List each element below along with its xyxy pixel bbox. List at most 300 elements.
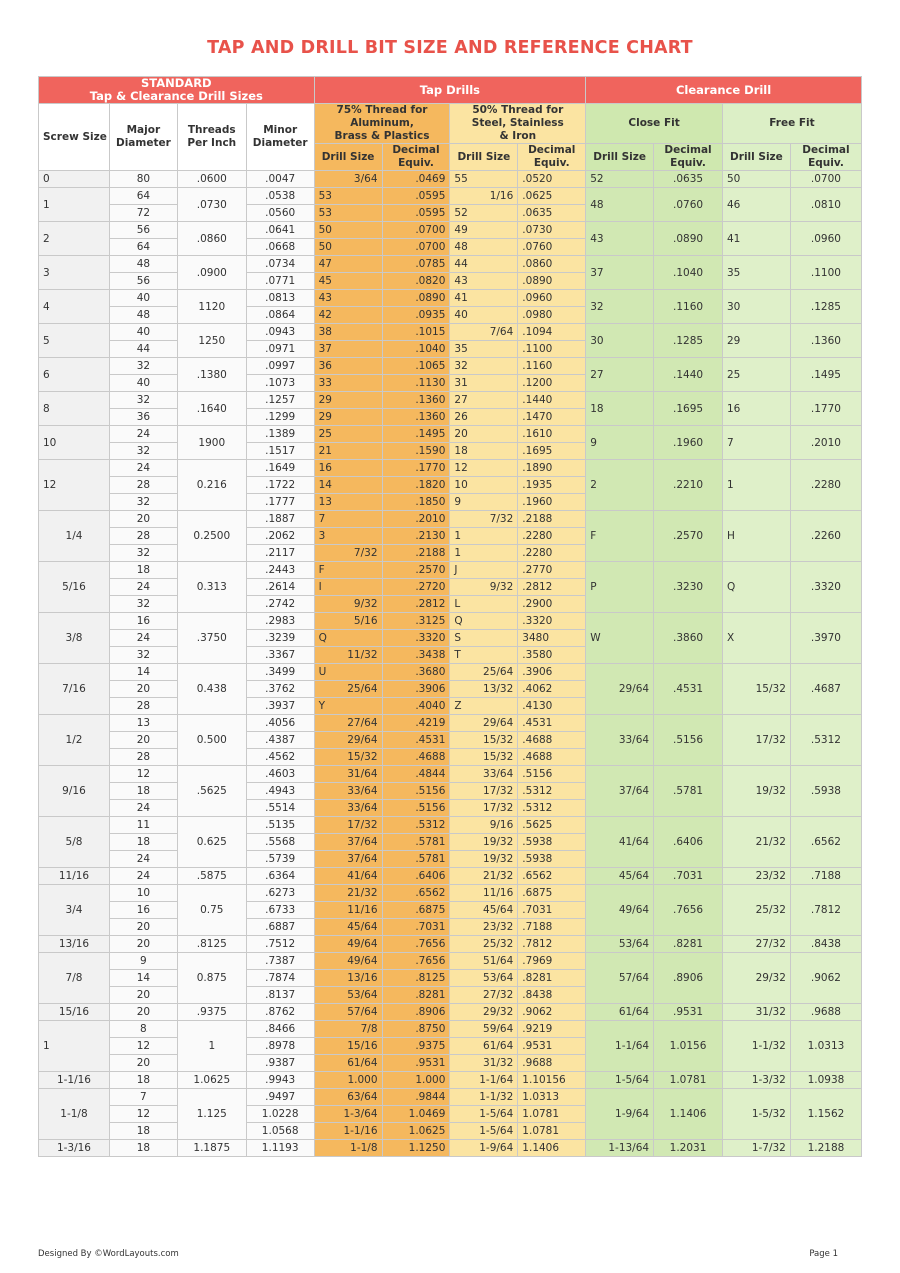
free-fit-decimal-cell: .1770 [790, 392, 861, 426]
threads-per-inch-cell: 0.500 [177, 715, 246, 766]
close-fit-drill-size-cell: 57/64 [586, 953, 654, 1004]
major-diameter-cell: 18 [109, 1123, 177, 1140]
tap75-drill-size-cell: 5/16 [314, 613, 382, 630]
close-fit-drill-size-cell: 1-1/64 [586, 1021, 654, 1072]
table-row [39, 1140, 862, 1157]
close-fit-decimal-cell: .5156 [654, 715, 723, 766]
free-fit-drill-size-cell: 17/32 [722, 715, 790, 766]
minor-diameter-cell: .3762 [246, 681, 314, 698]
tap50-decimal-cell: .2900 [518, 596, 586, 613]
tap75-decimal-cell: .1065 [382, 358, 450, 375]
tap75-drill-size-cell: 53 [314, 205, 382, 222]
tap50-decimal-cell: 3480 [518, 630, 586, 647]
tap50-decimal-cell: .7031 [518, 902, 586, 919]
tap50-drill-size-cell: 43 [450, 273, 518, 290]
tap50-drill-size-cell: 13/32 [450, 681, 518, 698]
tap50-decimal-cell: .4062 [518, 681, 586, 698]
threads-per-inch-cell: 1250 [177, 324, 246, 358]
tap50-decimal-cell: .7188 [518, 919, 586, 936]
free-fit-drill-size-cell: 29/32 [722, 953, 790, 1004]
close-fit-decimal-cell: .4531 [654, 664, 723, 715]
tap50-drill-size-cell: 25/32 [450, 936, 518, 953]
close-fit-decimal-cell: 1.0156 [654, 1021, 723, 1072]
tap50-decimal-cell: .2280 [518, 545, 586, 562]
minor-diameter-cell: .0997 [246, 358, 314, 375]
tap75-drill-size-cell: 29 [314, 392, 382, 409]
table-row [39, 511, 862, 528]
major-diameter-cell: 28 [109, 528, 177, 545]
tap75-decimal-cell: .3906 [382, 681, 450, 698]
table-row [39, 817, 862, 834]
table-row [39, 358, 862, 375]
free-fit-drill-size-cell: 1-5/32 [722, 1089, 790, 1140]
tap75-decimal-cell: .5781 [382, 851, 450, 868]
tap75-decimal-cell: .3680 [382, 664, 450, 681]
free-fit-drill-size-cell: H [722, 511, 790, 562]
threads-per-inch-cell: 0.875 [177, 953, 246, 1004]
tap75-decimal-cell: .5312 [382, 817, 450, 834]
free-fit-drill-size-cell: 35 [722, 256, 790, 290]
minor-diameter-cell: .1389 [246, 426, 314, 443]
major-diameter-cell: 20 [109, 919, 177, 936]
screw-size-cell: 8 [39, 392, 110, 426]
minor-diameter-cell: .4562 [246, 749, 314, 766]
major-diameter-header: Major Diameter [109, 104, 177, 171]
table-row [39, 222, 862, 239]
free-fit-drill-size-cell: 7 [722, 426, 790, 460]
screw-size-cell: 1-1/8 [39, 1089, 110, 1140]
free-fit-drill-size-cell: 31/32 [722, 1004, 790, 1021]
tap75-drill-size-cell: 25 [314, 426, 382, 443]
free-fit-drill-size-cell: 19/32 [722, 766, 790, 817]
tap75-decimal-cell: .9844 [382, 1089, 450, 1106]
tap75-decimal-cell: .7031 [382, 919, 450, 936]
minor-diameter-cell: .1517 [246, 443, 314, 460]
minor-diameter-cell: .5514 [246, 800, 314, 817]
tap50-drill-size-cell: 19/32 [450, 834, 518, 851]
tap50-decimal-cell: .4688 [518, 749, 586, 766]
minor-diameter-cell: .1257 [246, 392, 314, 409]
major-diameter-cell: 24 [109, 579, 177, 596]
tap75-decimal-cell: 1.000 [382, 1072, 450, 1089]
tap50-drill-size-cell: 35 [450, 341, 518, 358]
table-row [39, 426, 862, 443]
screw-size-cell: 5/16 [39, 562, 110, 613]
threads-per-inch-cell: 0.313 [177, 562, 246, 613]
tap75-drill-size-cell: 49/64 [314, 936, 382, 953]
tap50-drill-size-cell: 45/64 [450, 902, 518, 919]
major-diameter-cell: 32 [109, 358, 177, 375]
tap75-decimal-cell: .1130 [382, 375, 450, 392]
tap75-drill-size-cell: 50 [314, 239, 382, 256]
tap50-drill-size-cell: 1-5/64 [450, 1123, 518, 1140]
tap75-decimal-cell: .0700 [382, 239, 450, 256]
tap50-drill-size-cell: 9 [450, 494, 518, 511]
tap50-drill-size-cell: 1-5/64 [450, 1106, 518, 1123]
tap75-drill-size-cell: 25/64 [314, 681, 382, 698]
major-diameter-cell: 10 [109, 885, 177, 902]
free-fit-decimal-cell: .4687 [790, 664, 861, 715]
free-fit-decimal-cell: .6562 [790, 817, 861, 868]
major-diameter-cell: 32 [109, 494, 177, 511]
close-fit-decimal-cell: .1160 [654, 290, 723, 324]
threads-per-inch-cell: .0600 [177, 171, 246, 188]
close-fit-decimal-cell: .6406 [654, 817, 723, 868]
screw-size-cell: 5/8 [39, 817, 110, 868]
major-diameter-cell: 28 [109, 477, 177, 494]
tap50-decimal-cell: .0760 [518, 239, 586, 256]
tap50-drill-size-cell: 9/16 [450, 817, 518, 834]
tap75-decimal-cell: 1.0625 [382, 1123, 450, 1140]
minor-diameter-cell: .8978 [246, 1038, 314, 1055]
close-fit-drill-size-cell: 37 [586, 256, 654, 290]
close-fit-decimal-cell: 1.2031 [654, 1140, 723, 1157]
tap75-drill-size-cell: 45 [314, 273, 382, 290]
free-fit-header: Free Fit [722, 104, 861, 144]
tap50-decimal-cell: .5938 [518, 851, 586, 868]
tap75-drill-size-cell: 1-1/8 [314, 1140, 382, 1157]
clearance-drill-header: Clearance Drill [586, 77, 862, 104]
tap50-drill-size-cell: 44 [450, 256, 518, 273]
minor-diameter-cell: .2117 [246, 545, 314, 562]
tap50-decimal-cell: .9062 [518, 1004, 586, 1021]
free-fit-drill-size-cell: 46 [722, 188, 790, 222]
tap75-drill-size-cell: 61/64 [314, 1055, 382, 1072]
major-diameter-cell: 20 [109, 987, 177, 1004]
close-fit-drill-size-cell: P [586, 562, 654, 613]
tap50-decimal-cell: .1890 [518, 460, 586, 477]
threads-per-inch-cell: 0.625 [177, 817, 246, 868]
minor-diameter-cell: .4943 [246, 783, 314, 800]
tap50-drill-size-cell: 59/64 [450, 1021, 518, 1038]
tap50-decimal-cell: .5938 [518, 834, 586, 851]
threads-per-inch-cell: .1380 [177, 358, 246, 392]
free-fit-decimal-cell: .0810 [790, 188, 861, 222]
tap50-decimal-cell: .0520 [518, 171, 586, 188]
major-diameter-cell: 36 [109, 409, 177, 426]
tap50-drill-size-cell: 1-1/64 [450, 1072, 518, 1089]
table-row [39, 885, 862, 902]
screw-size-cell: 1-3/16 [39, 1140, 110, 1157]
free-fit-decimal-cell: .1100 [790, 256, 861, 290]
tap50-drill-size-cell: 12 [450, 460, 518, 477]
table-row [39, 460, 862, 477]
screw-size-cell: 1/2 [39, 715, 110, 766]
major-diameter-cell: 12 [109, 766, 177, 783]
tap75-decimal-cell: .2010 [382, 511, 450, 528]
minor-diameter-cell: .0813 [246, 290, 314, 307]
threads-per-inch-cell: 1900 [177, 426, 246, 460]
tap75-decimal-cell: .1040 [382, 341, 450, 358]
tap75-drill-size-cell: 29/64 [314, 732, 382, 749]
table-row [39, 392, 862, 409]
close-fit-decimal-cell: .0890 [654, 222, 723, 256]
close-fit-drill-size-cell: 37/64 [586, 766, 654, 817]
free-fit-decimal-cell: .2260 [790, 511, 861, 562]
minor-diameter-cell: .0641 [246, 222, 314, 239]
table-row [39, 715, 862, 732]
tap50-drill-size-cell: J [450, 562, 518, 579]
major-diameter-cell: 40 [109, 290, 177, 307]
tap50-drill-size-cell: 27/32 [450, 987, 518, 1004]
free-fit-decimal-cell: .8438 [790, 936, 861, 953]
minor-diameter-cell: .0668 [246, 239, 314, 256]
close-fit-decimal-cell: .1695 [654, 392, 723, 426]
tap75-drill-size-cell: 3 [314, 528, 382, 545]
close-fit-decimal-cell: .8906 [654, 953, 723, 1004]
tap75-drill-size-cell: 29 [314, 409, 382, 426]
free-fit-drill-size-cell: 1 [722, 460, 790, 511]
tap75-drill-size-cell: 13/16 [314, 970, 382, 987]
tap75-decimal-cell: .8750 [382, 1021, 450, 1038]
close-fit-decimal-cell: .2570 [654, 511, 723, 562]
footer-designed-by: Designed By ©WordLayouts.com [38, 1249, 179, 1259]
tap75-decimal-cell: 1.1250 [382, 1140, 450, 1157]
tap50-drill-size-cell: S [450, 630, 518, 647]
close-fit-drill-size-cell: 52 [586, 171, 654, 188]
close-fit-decimal-cell: .1285 [654, 324, 723, 358]
major-diameter-cell: 40 [109, 324, 177, 341]
free-fit-drill-size-cell: 1-7/32 [722, 1140, 790, 1157]
free-fit-drill-size-cell: 1-1/32 [722, 1021, 790, 1072]
tap50-decimal-cell: .0890 [518, 273, 586, 290]
close-fit-decimal-cell: 1.0781 [654, 1072, 723, 1089]
tap75-drill-size-cell: 7/32 [314, 545, 382, 562]
minor-diameter-cell: .5739 [246, 851, 314, 868]
tap75-drill-size-cell: 53/64 [314, 987, 382, 1004]
tap75-drill-size-cell: 7/8 [314, 1021, 382, 1038]
major-diameter-cell: 11 [109, 817, 177, 834]
tap75-decimal-cell: .7656 [382, 936, 450, 953]
tap50-decimal-cell: .0635 [518, 205, 586, 222]
table-row [39, 613, 862, 630]
tap75-drill-size-cell: 38 [314, 324, 382, 341]
tap50-drill-size-cell: 26 [450, 409, 518, 426]
close-fit-decimal-cell: .7656 [654, 885, 723, 936]
tap75-decimal-cell: .0935 [382, 307, 450, 324]
decimal-equiv-header: Decimal Equiv. [654, 144, 723, 171]
minor-diameter-cell: .1887 [246, 511, 314, 528]
tap75-drill-size-cell: 14 [314, 477, 382, 494]
tap50-decimal-cell: .9688 [518, 1055, 586, 1072]
tap50-decimal-cell: .5312 [518, 783, 586, 800]
tap50-drill-size-cell: 31/32 [450, 1055, 518, 1072]
major-diameter-cell: 64 [109, 239, 177, 256]
close-fit-drill-size-cell: 9 [586, 426, 654, 460]
tap75-decimal-cell: .4531 [382, 732, 450, 749]
minor-diameter-cell: .2983 [246, 613, 314, 630]
tap50-decimal-cell: .8281 [518, 970, 586, 987]
thread75-header: 75% Thread for Aluminum, Brass & Plastics [314, 104, 450, 144]
minor-diameter-cell: .4603 [246, 766, 314, 783]
free-fit-decimal-cell: .2010 [790, 426, 861, 460]
major-diameter-cell: 18 [109, 1140, 177, 1157]
tap75-drill-size-cell: 42 [314, 307, 382, 324]
tap50-decimal-cell: .5156 [518, 766, 586, 783]
major-diameter-cell: 7 [109, 1089, 177, 1106]
tap75-drill-size-cell: 7 [314, 511, 382, 528]
close-fit-drill-size-cell: 53/64 [586, 936, 654, 953]
threads-per-inch-cell: .0860 [177, 222, 246, 256]
close-fit-decimal-cell: .7031 [654, 868, 723, 885]
major-diameter-cell: 40 [109, 375, 177, 392]
free-fit-decimal-cell: .3320 [790, 562, 861, 613]
minor-diameter-cell: .1073 [246, 375, 314, 392]
table-row [39, 936, 862, 953]
tap75-decimal-cell: .1820 [382, 477, 450, 494]
screw-size-cell: 6 [39, 358, 110, 392]
table-row [39, 256, 862, 273]
major-diameter-cell: 24 [109, 630, 177, 647]
free-fit-decimal-cell: .1360 [790, 324, 861, 358]
free-fit-decimal-cell: 1.1562 [790, 1089, 861, 1140]
tap50-drill-size-cell: 18 [450, 443, 518, 460]
tap75-drill-size-cell: 16 [314, 460, 382, 477]
minor-diameter-cell: .1299 [246, 409, 314, 426]
tap75-decimal-cell: .4844 [382, 766, 450, 783]
tap50-drill-size-cell: 41 [450, 290, 518, 307]
free-fit-decimal-cell: .1285 [790, 290, 861, 324]
tap50-drill-size-cell: Q [450, 613, 518, 630]
screw-size-cell: 1-1/16 [39, 1072, 110, 1089]
tap75-drill-size-cell: Q [314, 630, 382, 647]
footer-page-number: Page 1 [809, 1249, 838, 1259]
tap50-drill-size-cell: 61/64 [450, 1038, 518, 1055]
minor-diameter-cell: .6887 [246, 919, 314, 936]
screw-size-cell: 1 [39, 188, 110, 222]
tap75-drill-size-cell: U [314, 664, 382, 681]
major-diameter-cell: 32 [109, 392, 177, 409]
tap50-drill-size-cell: Z [450, 698, 518, 715]
table-row [39, 1004, 862, 1021]
tap75-drill-size-cell: 57/64 [314, 1004, 382, 1021]
tap75-drill-size-cell: 27/64 [314, 715, 382, 732]
minor-diameter-cell: .0734 [246, 256, 314, 273]
minor-diameter-cell: .8466 [246, 1021, 314, 1038]
screw-size-cell: 5 [39, 324, 110, 358]
minor-diameter-cell: .0047 [246, 171, 314, 188]
tap75-drill-size-cell: 41/64 [314, 868, 382, 885]
tap75-drill-size-cell: 21/32 [314, 885, 382, 902]
close-fit-drill-size-cell: 61/64 [586, 1004, 654, 1021]
major-diameter-cell: 12 [109, 1106, 177, 1123]
tap50-drill-size-cell: L [450, 596, 518, 613]
major-diameter-cell: 32 [109, 443, 177, 460]
drill-size-header: Drill Size [586, 144, 654, 171]
major-diameter-cell: 18 [109, 1072, 177, 1089]
free-fit-drill-size-cell: 50 [722, 171, 790, 188]
free-fit-drill-size-cell: 21/32 [722, 817, 790, 868]
major-diameter-cell: 32 [109, 647, 177, 664]
tap50-decimal-cell: .4130 [518, 698, 586, 715]
tap75-decimal-cell: .1850 [382, 494, 450, 511]
tap50-drill-size-cell: 7/32 [450, 511, 518, 528]
tap75-drill-size-cell: 21 [314, 443, 382, 460]
tap75-drill-size-cell: 36 [314, 358, 382, 375]
major-diameter-cell: 24 [109, 868, 177, 885]
tap50-decimal-cell: .1695 [518, 443, 586, 460]
minor-diameter-cell: .7512 [246, 936, 314, 953]
minor-diameter-cell: .0560 [246, 205, 314, 222]
tap75-decimal-cell: .0595 [382, 188, 450, 205]
tap75-decimal-cell: .3438 [382, 647, 450, 664]
table-row [39, 1072, 862, 1089]
tap50-decimal-cell: .2280 [518, 528, 586, 545]
tap50-drill-size-cell: 20 [450, 426, 518, 443]
free-fit-decimal-cell: .0700 [790, 171, 861, 188]
minor-diameter-cell: .1649 [246, 460, 314, 477]
minor-diameter-cell: .6364 [246, 868, 314, 885]
tap75-drill-size-cell: 37/64 [314, 851, 382, 868]
tap75-decimal-cell: .5156 [382, 800, 450, 817]
tap50-decimal-cell: .6875 [518, 885, 586, 902]
tap75-drill-size-cell: 3/64 [314, 171, 382, 188]
major-diameter-cell: 44 [109, 341, 177, 358]
tap75-decimal-cell: .5781 [382, 834, 450, 851]
tap50-drill-size-cell: 15/32 [450, 732, 518, 749]
drill-size-header: Drill Size [722, 144, 790, 171]
close-fit-decimal-cell: 1.1406 [654, 1089, 723, 1140]
minor-diameter-cell: .5135 [246, 817, 314, 834]
tap75-drill-size-cell: 33 [314, 375, 382, 392]
tap50-drill-size-cell: 55 [450, 171, 518, 188]
tap75-decimal-cell: .6875 [382, 902, 450, 919]
major-diameter-cell: 16 [109, 613, 177, 630]
free-fit-drill-size-cell: 1-3/32 [722, 1072, 790, 1089]
tap50-decimal-cell: .8438 [518, 987, 586, 1004]
tap75-decimal-cell: .4219 [382, 715, 450, 732]
tap50-drill-size-cell: 1/16 [450, 188, 518, 205]
free-fit-drill-size-cell: 30 [722, 290, 790, 324]
major-diameter-cell: 14 [109, 664, 177, 681]
page-title: TAP AND DRILL BIT SIZE AND REFERENCE CHART [207, 38, 693, 58]
tap75-drill-size-cell: 11/16 [314, 902, 382, 919]
close-fit-decimal-cell: .0760 [654, 188, 723, 222]
major-diameter-cell: 9 [109, 953, 177, 970]
major-diameter-cell: 8 [109, 1021, 177, 1038]
close-fit-drill-size-cell: 32 [586, 290, 654, 324]
tap50-decimal-cell: 1.10156 [518, 1072, 586, 1089]
close-fit-decimal-cell: .3860 [654, 613, 723, 664]
tap-drills-header: Tap Drills [314, 77, 586, 104]
tap50-decimal-cell: .1610 [518, 426, 586, 443]
close-fit-decimal-cell: .3230 [654, 562, 723, 613]
screw-size-header: Screw Size [39, 104, 110, 171]
close-fit-decimal-cell: .1960 [654, 426, 723, 460]
tap50-decimal-cell: .3906 [518, 664, 586, 681]
free-fit-decimal-cell: .3970 [790, 613, 861, 664]
screw-size-cell: 7/16 [39, 664, 110, 715]
free-fit-decimal-cell: .2280 [790, 460, 861, 511]
free-fit-drill-size-cell: 16 [722, 392, 790, 426]
tap50-decimal-cell: .9531 [518, 1038, 586, 1055]
tap75-drill-size-cell: 17/32 [314, 817, 382, 834]
tap50-decimal-cell: .1200 [518, 375, 586, 392]
tap50-decimal-cell: .3320 [518, 613, 586, 630]
tap75-decimal-cell: .6406 [382, 868, 450, 885]
tap75-drill-size-cell: 33/64 [314, 800, 382, 817]
tap75-drill-size-cell: 15/16 [314, 1038, 382, 1055]
screw-size-cell: 15/16 [39, 1004, 110, 1021]
table-row [39, 324, 862, 341]
close-fit-decimal-cell: .1040 [654, 256, 723, 290]
threads-per-inch-cell: 1.1875 [177, 1140, 246, 1157]
minor-diameter-header: Minor Diameter [246, 104, 314, 171]
tap75-decimal-cell: .6562 [382, 885, 450, 902]
minor-diameter-cell: .7387 [246, 953, 314, 970]
decimal-equiv-header: Decimal Equiv. [518, 144, 586, 171]
tap50-drill-size-cell: 29/64 [450, 715, 518, 732]
